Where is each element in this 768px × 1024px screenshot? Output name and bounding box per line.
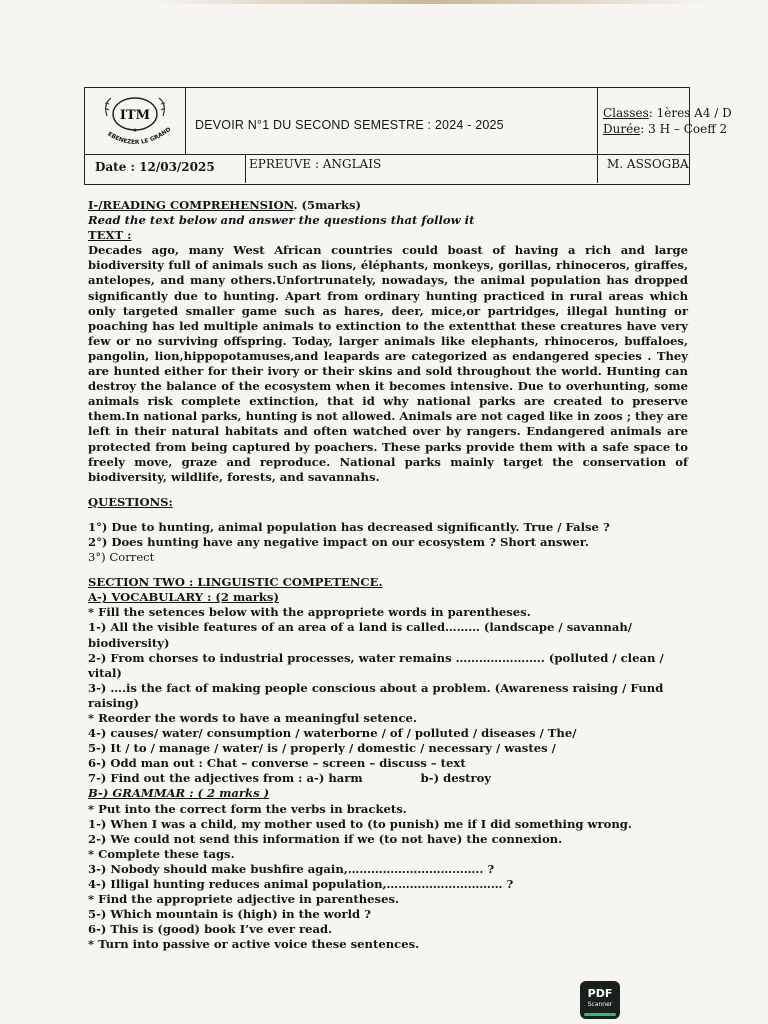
vocab-line: 4-) causes/ water/ consumption / waterborne / of / polluted / diseases / The/ xyxy=(88,726,577,741)
grammar-heading: B-) GRAMMAR : ( 2 marks ) xyxy=(88,786,270,801)
vocab-line: 6-) Odd man out : Chat – converse – screen – discuss – text xyxy=(88,756,466,771)
duration-info: Durée: 3 H – Coeff 2 xyxy=(603,122,728,136)
vocab-line-adjectives: 7-) Find out the adjectives from : a-) harm b-) destroy xyxy=(88,771,492,786)
date-cell xyxy=(85,154,246,183)
svg-text:EBENEZER LE GRAND: EBENEZER LE GRAND xyxy=(106,126,173,147)
grammar-line: 2-) We could not send this information if we (to not have) the connexion. xyxy=(88,831,563,846)
grammar-line: 1-) When I was a child, my mother used to (to punish) me if I did something wrong. xyxy=(88,816,632,831)
grammar-line: * Complete these tags. xyxy=(88,846,235,861)
grammar-line: 3-) Nobody should make bushfire again,…………………………….. ? xyxy=(88,861,495,876)
grammar-line: * Put into the correct form the verbs in brackets. xyxy=(88,801,407,816)
vocab-line: * Reorder the words to have a meaningful setence. xyxy=(88,711,417,725)
logo-cell xyxy=(85,88,186,154)
title-cell xyxy=(185,88,598,154)
question-item: 2°) Does hunting have any negative impact on our ecosystem ? Short answer. xyxy=(88,534,589,549)
vocab-line: 5-) It / to / manage / water/ is / properly / domestic / necessary / wastes / xyxy=(88,741,556,756)
header-row-1 xyxy=(85,88,732,155)
reading-instruction: Read the text below and answer the questions that follow it xyxy=(88,213,475,228)
text-label: TEXT : xyxy=(88,228,132,243)
grammar-line: 5-) Which mountain is (high) in the world ? xyxy=(88,907,371,922)
subject-cell xyxy=(245,154,598,183)
questions-heading: QUESTIONS: xyxy=(88,494,173,509)
pdf-scanner-badge: PDF Scanner xyxy=(580,981,620,1019)
grammar-line: * Turn into passive or active voice these sentences. xyxy=(88,937,420,952)
vocabulary-heading: A-) VOCABULARY : (2 marks) xyxy=(88,590,279,605)
teacher-cell xyxy=(597,154,689,183)
grammar-line: 4-) Illigal hunting reduces animal population,………………………… ? xyxy=(88,877,514,892)
svg-text:ITM: ITM xyxy=(119,108,151,123)
school-logo-icon xyxy=(91,92,179,150)
question-item: 3°) Correct xyxy=(88,550,155,565)
vocab-line: * Fill the setences below with the appropriete words in parentheses. xyxy=(88,605,531,620)
reading-text: Decades ago, many West African countries could boast of having a rich and large biodiversity full of animals such as lions, éléphants, monkeys, gorillas, rhinoceros, giraffes, antelopes, and many others.Unfortrunately, nowadays, the animal population has dropped significantly due to hunting. Apart from ordinary hunting practiced in rural areas which only targeted smaller game such as hares, deer, mice,or partridges, illegal hunting or poaching has led multiple animals to extinction to the extentthat these creatures have very few or no surviving offspring. Today, larger animals like elephants, rhinoceros, buffaloes, pangolin, lion,hippopotamuses,and leapards are categorized as endangered species . They are hunted either for their ivory or their skins and sold throughout the world. Hunting can destroy the balance of the ecosystem when it becomes intensive. Due to overhunting, some animals risk complete extinction, that id why national parks are created to preserve them.In national parks, hunting is not allowed. Animals are not caged like in zoos ; they are left in their natural habitats and often watched over by rangers. Endangered animals are protected from being captured by poachers. These parks provide them with a safe space to freely move, graze and reproduce. National parks mainly target the conservation of biodiversity, wildlife, forests, and savannahs. xyxy=(88,243,688,484)
grammar-line: * Find the appropriete adjective in parentheses. xyxy=(88,892,400,907)
reading-heading: I-/READING COMPREHENSION. (5marks) xyxy=(88,198,362,212)
exam-title: DEVOIR N°1 DU SECOND SEMESTRE : 2024 - 2025 xyxy=(195,118,504,132)
class-cell xyxy=(597,88,732,154)
question-item: 1°) Due to hunting, animal population has decreased significantly. True / False ? xyxy=(88,519,610,534)
badge-accent-bar xyxy=(584,1013,616,1016)
vocab-line: 1-) All the visible features of an area of a land is called……… (landscape / savannah/ biodiversity) xyxy=(88,620,633,650)
grammar-line: 6-) This is (good) book I’ve ever read. xyxy=(88,922,333,937)
teacher-name: M. ASSOGBA xyxy=(607,157,689,171)
paper-edge xyxy=(150,0,710,4)
svg-text:★: ★ xyxy=(132,127,138,134)
exam-content xyxy=(88,198,688,953)
exam-date: Date : 12/03/2025 xyxy=(95,160,215,174)
exam-subject: EPREUVE : ANGLAIS xyxy=(249,157,382,171)
header-table xyxy=(84,87,732,185)
vocab-line: 2-) From chorses to industrial processes, water remains ………………….. (polluted / clean / vital) xyxy=(88,650,664,680)
section-two-heading: SECTION TWO : LINGUISTIC COMPETENCE. xyxy=(88,575,383,590)
classes-info: Classes: 1ères A4 / D xyxy=(603,106,732,120)
vocab-line: 3-) ….is the fact of making people conscious about a problem. (Awareness raising / Fund raising) xyxy=(88,680,664,710)
